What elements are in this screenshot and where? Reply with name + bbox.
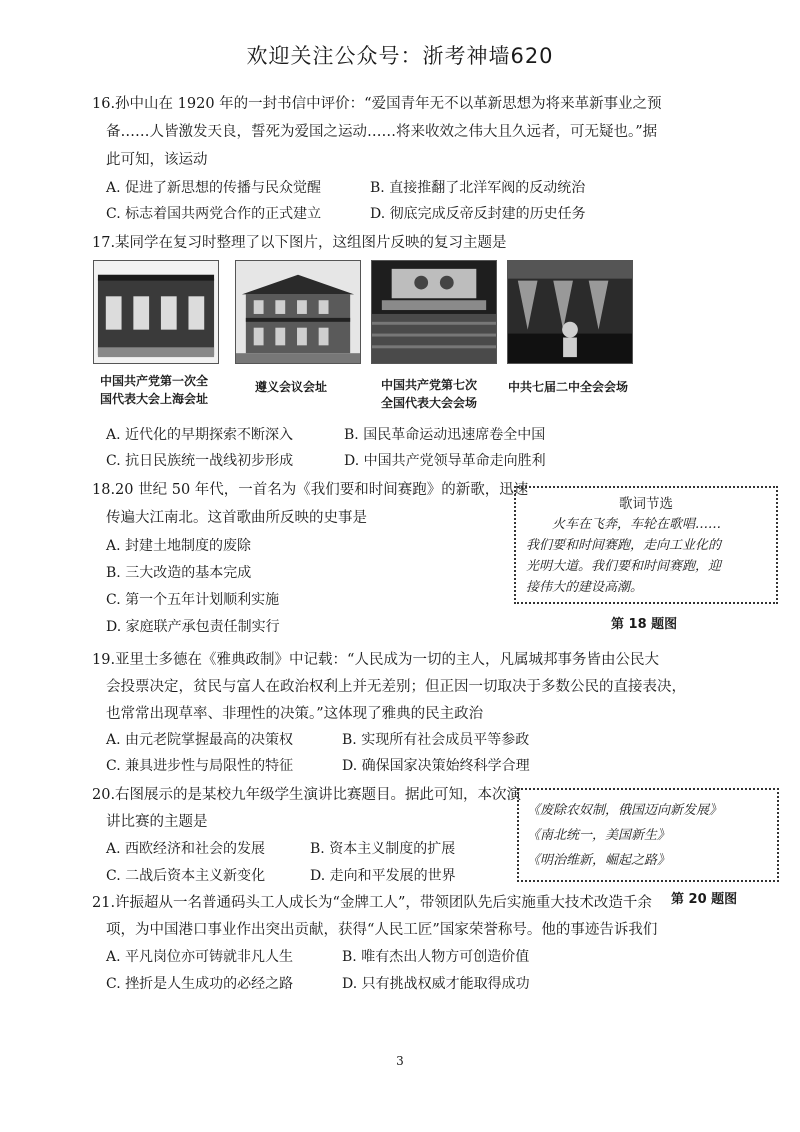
q19-option-b: B. 实现所有社会成员平等参政 bbox=[342, 732, 530, 748]
q19-line-3: 也常常出现草率、非理性的决策。”这体现了雅典的民主政治 bbox=[106, 706, 484, 722]
q16-line-1: 16.孙中山在 1920 年的一封书信中评价：“爱国青年无不以革新思想为将来革新事业之预 bbox=[92, 96, 662, 112]
photo-first-congress-site bbox=[93, 260, 219, 364]
lyrics-box bbox=[514, 486, 778, 604]
q19-option-a: A. 由元老院掌握最高的决策权 bbox=[106, 732, 294, 748]
photo-second-plenary-hall bbox=[507, 260, 633, 364]
q19-line-1: 19.亚里士多德在《雅典政制》中记载：“人民成为一切的主人，凡属城邦事务皆由公民大 bbox=[92, 652, 659, 668]
q17-option-d: D. 中国共产党领导革命走向胜利 bbox=[344, 453, 546, 469]
q16-line-2: 备……人皆激发天良，誓死为爱国之运动……将来收效之伟大且久远者，可无疑也。”据 bbox=[106, 124, 658, 140]
q20-option-b: B. 资本主义制度的扩展 bbox=[310, 841, 456, 857]
q19-option-d: D. 确保国家决策始终科学合理 bbox=[342, 758, 530, 774]
page-header: 欢迎关注公众号：浙考神墙620 bbox=[246, 44, 554, 68]
q18-option-b: B. 三大改造的基本完成 bbox=[106, 565, 252, 581]
q17-option-b: B. 国民革命运动迅速席卷全中国 bbox=[344, 427, 546, 443]
q18-option-d: D. 家庭联产承包责任制实行 bbox=[106, 619, 280, 635]
page-number: 3 bbox=[396, 1054, 404, 1068]
q20-option-c: C. 二战后资本主义新变化 bbox=[106, 868, 266, 884]
speech-topic-3: 《明治维新，崛起之路》 bbox=[527, 853, 671, 868]
photo-zunyi-meeting-site bbox=[235, 260, 361, 364]
q18-option-a: A. 封建土地制度的废除 bbox=[106, 538, 252, 554]
q21-option-c: C. 挫折是人生成功的必经之路 bbox=[106, 976, 294, 992]
q18-line-2: 传遍大江南北。这首歌曲所反映的史事是 bbox=[106, 510, 367, 526]
lyrics-line-4: 接伟大的建设高潮。 bbox=[526, 580, 644, 595]
q16-option-a: A. 促进了新思想的传播与民众觉醒 bbox=[106, 180, 322, 196]
lyrics-line-2: 我们要和时间赛跑，走向工业化的 bbox=[526, 538, 722, 553]
q20-line-1: 20.右图展示的是某校九年级学生演讲比赛题目。据此可知，本次演 bbox=[92, 787, 522, 803]
caption-seventh-congress: 中国共产党第七次 全国代表大会会场 bbox=[381, 378, 478, 410]
q21-line-1: 21.许振超从一名普通码头工人成长为“金牌工人”，带领团队先后实施重大技术改造千余 bbox=[92, 895, 652, 911]
q17-option-a: A. 近代化的早期探索不断深入 bbox=[106, 427, 294, 443]
q16-line-3: 此可知，该运动 bbox=[106, 152, 208, 168]
caption-second-plenary: 中共七届二中全会会场 bbox=[508, 380, 629, 394]
q20-option-a: A. 西欧经济和社会的发展 bbox=[106, 841, 266, 857]
q19-option-c: C. 兼具进步性与局限性的特征 bbox=[106, 758, 294, 774]
lyrics-line-1: 火车在飞奔，车轮在歌唱…… bbox=[526, 517, 722, 532]
q17-stem: 17.某同学在复习时整理了以下图片，这组图片反映的复习主题是 bbox=[92, 235, 507, 251]
q18-option-c: C. 第一个五年计划顺利实施 bbox=[106, 592, 280, 608]
q21-option-b: B. 唯有杰出人物方可创造价值 bbox=[342, 949, 530, 965]
figure-18-caption: 第 18 题图 bbox=[611, 617, 678, 632]
speech-topics-box bbox=[517, 788, 779, 882]
q16-option-b: B. 直接推翻了北洋军阀的反动统治 bbox=[370, 180, 586, 196]
speech-topic-1: 《废除农奴制，俄国迈向新发展》 bbox=[527, 803, 723, 818]
q21-line-2: 项，为中国港口事业作出突出贡献，获得“人民工匠”国家荣誉称号。他的事迹告诉我们 bbox=[106, 922, 658, 938]
q17-option-c: C. 抗日民族统一战线初步形成 bbox=[106, 453, 294, 469]
q21-option-a: A. 平凡岗位亦可铸就非凡人生 bbox=[106, 949, 294, 965]
q21-option-d: D. 只有挑战权威才能取得成功 bbox=[342, 976, 530, 992]
q16-option-c: C. 标志着国共两党合作的正式建立 bbox=[106, 206, 322, 222]
lyrics-line-3: 光明大道。我们要和时间赛跑，迎 bbox=[526, 559, 722, 574]
caption-first-congress: 中国共产党第一次全 国代表大会上海会址 bbox=[100, 374, 209, 406]
figure-20-caption: 第 20 题图 bbox=[671, 892, 738, 907]
speech-topic-2: 《南北统一，美国新生》 bbox=[527, 828, 671, 843]
q19-line-2: 会投票决定，贫民与富人在政治权利上并无差别；但正因一切取决于多数公民的直接表决， bbox=[106, 679, 686, 695]
q20-line-2: 讲比赛的主题是 bbox=[106, 814, 208, 830]
q16-option-d: D. 彻底完成反帝反封建的历史任务 bbox=[370, 206, 586, 222]
q18-line-1: 18.20 世纪 50 年代，一首名为《我们要和时间赛跑》的新歌，迅速 bbox=[92, 482, 529, 498]
caption-zunyi: 遵义会议会址 bbox=[255, 380, 328, 394]
photo-seventh-congress-hall bbox=[371, 260, 497, 364]
q20-option-d: D. 走向和平发展的世界 bbox=[310, 868, 456, 884]
lyrics-box-title: 歌词节选 bbox=[619, 496, 673, 512]
